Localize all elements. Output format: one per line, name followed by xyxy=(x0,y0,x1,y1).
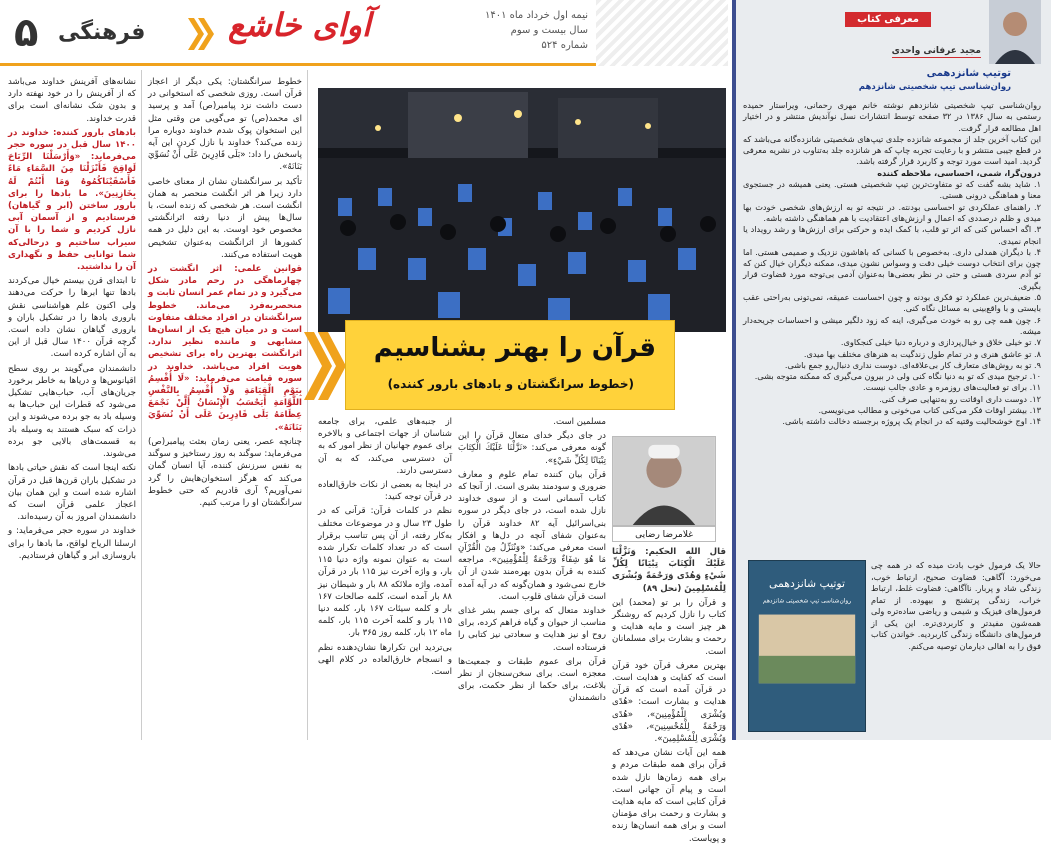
author-name: غلامرضا رضایی xyxy=(612,526,716,542)
list-item: ۹. تو به روش‌های متعارف کار بی‌علاقه‌ای. دوست نداری دنبال‌رو جمع باشی. xyxy=(784,359,1041,370)
list-item: ۱۲. دوست داری اوقاتت رو به‌تنهایی صرف کنی. xyxy=(879,393,1041,404)
paragraph: نشانه‌های آفرینش خداوند می‌باشد که از آفرینش را در خود نهفته دارد و بدون شک نشانه‌ای است برای قدرت خداوند. xyxy=(8,77,136,124)
page-number: ۵ xyxy=(14,10,39,56)
issue-info xyxy=(438,8,588,53)
sidebar-text xyxy=(743,100,1041,570)
paragraph: دانشمندان می‌گویند بر روی سطح اقیانوس‌ها و دریاها به خاطر برخورد جریان‌های آب، حباب‌هایی تشکیل می‌شود که قطرات این حباب‌ها به وسیله باد به جو برده می‌شوند و این ذرات که سبک هستند به وسیله باد به قسمت‌های بالایی جو برده می‌شوند. xyxy=(8,363,136,460)
article-column-mid-below xyxy=(458,416,606,736)
paragraph: مسلمین است. xyxy=(553,417,606,427)
book-cover-title: توتیپ شانزدهمی xyxy=(769,577,845,591)
book-cover xyxy=(748,560,866,732)
paragraph: تا ابتدای قرن بیستم خیال می‌کردند بادها تنها ابرها را حرکت می‌دهند ولی اکنون علم هواشناسی نقش باروری بادها را در تشکیل باران و باروری گیاهان نشان داده است. گرچه قرآن ۱۴۰۰ سال قبل از این به آن اشاره کرده است. xyxy=(8,276,136,360)
issue-number: شماره ۵۲۴ xyxy=(541,40,588,51)
book-summary: حالا یک فرمول خوب بادت میده که در همه چی می‌خورد: آگاهی: قضاوت صحیح، ارتباط خوب، زندگی شاد و پربار. ناآگاهی: قضاوت غلط، ارتباط خراب، زندگی پرتشنج و بیهوده. از تمام فرمول‌های فیزیک و شیمی و ریاضی ساده‌تره ولی همه‌شون مفیدتر و کاربردی‌تره. این یکی از فرمول‌های دانشگاه زندگی کاربردیه. خواندن کتاب فوق را به اهالی دیارمان توصیه می‌کنم. xyxy=(871,560,1041,651)
paragraph: قوانین علمی: اثر انگشت در چهارماهگی در رحم مادر شکل می‌گیرد و در تمام عمر انسان ثابت و منحصربه‌فرد می‌ماند. خطوط سرانگشتان در افراد مختلف متفاوت است و در میان هیچ یک از انسان‌ها مشابهی و ماننده نظیر ندارد. اثرانگشت بهترین راه برای تشخیص هویت افراد می‌باشد. خداوند در سوره قیامت می‌فرماید: «لَا أُقْسِمُ بِيَوْمِ الْقِيَامَةِ وَلَا أُقْسِمُ بِالنَّفْسِ اللَّوَّامَةِ أَيَحْسَبُ الْإِنْسَانُ أَلَّنْ نَجْمَعَ عِظَامَهُ بَلَى قَادِرِينَ عَلَى أَنْ نُسَوِّيَ بَنَانَهُ». xyxy=(148,264,302,433)
article-column-right-below xyxy=(612,546,726,844)
paragraph: قرآن برای عموم طبقات و جمعیت‌ها معجزه است. برای سخن‌سنجان از نظر بلاغت، برای حکما از نظر حکمت، برای دانشمندان xyxy=(458,656,606,704)
paragraph: و قرآن را بر تو (محمد) این کتاب را نازل کردیم که روشنگر هر چیز است و مایه هدایت و رحمت و بشارت برای مسلمانان است. xyxy=(612,597,726,657)
paragraph: خداوند در سوره حجر می‌فرماید: و ارسلنا الریاح لواقح، ما بادها را برای باروسازی ابر و گیاهان فرستادیم. xyxy=(8,526,136,561)
section-title: فرهنگی xyxy=(58,20,146,45)
list-item: ۱۱. برای تو فعالیت‌های روزمره و عادی جالب نیست. xyxy=(862,382,1041,393)
column-rule xyxy=(307,70,308,740)
paragraph: همه این آیات نشان می‌دهد که قرآن برای همه طبقات مردم و برای همه زمان‌ها نازل شده است و پیام آن جهانی است. قرآن کتابی است که مایه هدایت و بشارت و رحمت برای مؤمنان است و برای همه انسان‌ها زنده و پویاست. xyxy=(612,748,726,844)
paragraph: خطوط سرانگشتان: یکی دیگر از اعجاز قرآن است. روزی شخصی که استخوانی در دست داشت نزد پیامبر(ص) آمد و پرسید ای محمد(ص) تو می‌گویی من وقتی مثل این استخوان پوک شدم خداوند دوباره مرا زنده می‌کند؟ خداوند با نازل کردن این آیه پاسخش را داد: «بَلَى قَادِرِينَ عَلَى أَنْ نُسَوِّيَ بَنَانَهُ». xyxy=(148,77,302,173)
list-item: ۴. با دیگران همدلی داری. به‌خصوص با کسانی که باهاشون نزدیک و صمیمی هستی. اما چون برای انتخاب دوست خیلی دقت و وسواس نشون میدی، ممکنه دیگران خیال کنن که تو آدم سردی هستی و حتی در نظر بعضی‌ها به‌عنوان آدمی بی‌توجه مورد قضاوت قرار بگیری. xyxy=(743,246,1041,291)
list-item: ۷. تو خیلی خلاق و خیال‌پردازی و درباره دنیا خیلی کنجکاوی. xyxy=(840,337,1041,348)
paragraph: روان‌شناسی تیپ شخصیتی شانزدهم نوشته خانم مهری رحمانی، ویراستار حمیده رستمی به سال ۱۳۸۶ در ۳۲ صفحه توسط انتشارات نسل نوآندیش منتشر و در اختیار اهل مطالعه قرار گرفت. xyxy=(743,100,1042,133)
list-item: ۱۴. اوج خوشحالیت وقتیه که در انجام یک پروژه برجسته دخالت داشته باشی. xyxy=(782,416,1041,427)
list-item: ۶. چون همه چی رو به خودت می‌گیری، اینه که زود دلگیر میشی و احساسات جریحه‌دار میشه. xyxy=(743,314,1041,336)
book-title: توتیپ شانزدهمی xyxy=(926,68,1011,79)
issue-date: نیمه اول خرداد ماه ۱۴۰۱ xyxy=(484,10,588,21)
paragraph: تأکید بر سرانگشتان نشان از معنای خاصی دارد زیرا هر اثر انگشت منحصر به همان انگشت است. هر شخصی که زنده است، با سال‌ها پیش از دنیا رفته اثرانگشتی مخصوص خود اوست. به این دلیل در همه کشورها از اثرانگشت به‌عنوان تشخیص هویت استفاده می‌کنند. xyxy=(148,176,302,260)
issue-year: سال بیست و سوم xyxy=(510,25,588,36)
masthead xyxy=(0,0,728,66)
paragraph: قرآن بیان کننده تمام علوم و معارف ضروری و سودمند بشری است. از آنجا که کتاب آسمانی است و از سوی خداوند نازل شده است، در جای دیگر در سوره بنی‌اسرائیل آیه ۸۲ خداوند قرآن را به‌عنوان شفای آنچه در دل‌ها و افکار است معرفی می‌کند: «وَنُنَزِّلُ مِنَ الْقُرْآنِ مَا هُوَ شِفَاءٌ وَرَحْمَةٌ لِلْمُؤْمِنِينَ». مراجعه کننده به قرآن بدون بهره‌مند شدن از آن خارج نمی‌شود و همان‌گونه که در آیه آمده است قرآن شفای قلوب است. xyxy=(458,469,607,602)
banner-chevron-icon xyxy=(302,330,346,402)
paragraph: از جنبه‌های علمی، برای جامعه شناسان از جهات اجتماعی و بالاخره برای عموم جهانیان از نظر امور که به آن دسترسی می‌کند، که به آن دسترسی دارند. xyxy=(318,417,452,476)
paragraph: بهترین معرف قرآن خود قرآن است که کفایت و هدایت است. در قرآن آمده است که قرآن هدایت و بشارت است: «هُدًى وَبُشْرَى لِلْمُؤْمِنِينَ»، «هُدًى وَرَحْمَةً لِلْمُحْسِنِينَ»، «هُدًى وَبُشْرَى لِلْمُسْلِمِينَ». xyxy=(612,660,726,745)
article-photo xyxy=(318,88,726,332)
list-item: ۳. اگه احساس کنی که اثر تو قلب، با کمک ایده و حرکتی برای ارزش‌ها و رشد رویداد یا انجام نمیدی. xyxy=(743,224,1041,246)
book-cover-subtitle: روان‌شناسی تیپ شخصیتی شانزدهم xyxy=(762,598,852,605)
header-stripe xyxy=(596,0,728,66)
list-item: ۸. تو عاشق هنری و در تمام طول زندگیت به هنرهای مختلف بها میدی. xyxy=(803,348,1041,359)
list-item: ۱۳. بیشتر اوقات فکر می‌کنی کتاب می‌خونی و مطالب می‌نویسی. xyxy=(818,405,1041,416)
author-photo xyxy=(612,436,716,526)
article-column-inner xyxy=(148,76,302,736)
newspaper-logo: آوای خاشع xyxy=(228,6,371,44)
list-item: ۱. شاید بشه گفت که تو متفاوت‌ترین تیپ شخصیتی هستی. یعنی همیشه در جستجوی معنا و هماهنگی درونی هستی. xyxy=(743,179,1041,201)
headline: قرآن را بهتر بشناسیم xyxy=(373,333,656,363)
list-item: ۱۰. ترجیح میدی که تو به دنیا نگاه کنی ولی در بیرون می‌گیری که ممکنه متوجه بشی. xyxy=(754,371,1041,382)
paragraph: نکته اینجا است که نقش حیاتی بادها در تشکیل باران قرن‌ها قبل در قرآن اشاره شده است و این همان بیان اعجاز علمی قرآن است که دانشمندان امروز به آن رسیده‌اند. xyxy=(8,463,136,523)
chevron-icon xyxy=(184,16,214,52)
subheadline: (خطوط سرانگشتان و بادهای بارور کننده) xyxy=(387,377,634,391)
quote: قال الله الحکیم: وَنَزَّلْنَا عَلَيْكَ الْكِتَابَ تِبْيَانًا لِكُلِّ شَيْءٍ وَهُدًى وَرَحْمَةً وَبُشْرَى لِلْمُسْلِمِينَ (نحل ۸۹) xyxy=(612,547,726,594)
sidebar-tag: معرفی کتاب xyxy=(845,12,931,27)
list-item: ۵. ضعیف‌ترین عملکرد تو فکری بودنه و چون احساست عمیقه، نمی‌تونی به‌راحتی عقب بایستی و با واقع‌بینی به مسائل نگاه کنی. xyxy=(743,292,1041,314)
list-item: ۲. راهنمای عملکردی تو احساسی بودنته. در نتیجه تو به ارزش‌های شخصی خودت بها میدی و ظلم درصددی که اعمال و ارزش‌های اعتقادیت با هم هماهنگی داشته باشه. xyxy=(743,201,1041,223)
article-column-left-below xyxy=(318,416,452,736)
columnist-name: مجید عرفانی واحدی xyxy=(891,46,981,56)
columnist-photo xyxy=(989,0,1041,64)
paragraph: خداوند متعال که برای جسم بشر غذای مناسب از حیوان و گیاه فراهم کرده، برای روح او نیز هدایت و سعادتی نیز کتابی را فرستاده است. xyxy=(458,606,606,653)
paragraph: در اینجا به بعضی از نکات خارق‌العاده در قرآن توجه کنید: xyxy=(318,480,452,503)
paragraph: در جای دیگر خدای متعال قرآن را این گونه معرفی می‌کند: «نَزَّلْنَا عَلَيْكَ الْكِتَابَ تِبْيَانًا لِكُلِّ شَيْءٍ». xyxy=(458,431,606,466)
paragraph: چنانچه عصر، یعنی زمان بعثت پیامبر(ص) می‌فرماید: سوگند به روز رستاخیز و سوگند به نفس سرزنش کننده، آیا انسان گمان می‌کند که هرگز استخوان‌هایش را گرد نمی‌آوریم؟ آری قادریم که حتی خطوط سرانگشتان او را مرتب کنیم. xyxy=(148,436,302,508)
article-column-outer xyxy=(8,76,136,736)
paragraph: بادهای بارور کننده: خداوند در ۱۴۰۰ سال قبل در سوره حجر می‌فرماید: «وَأَرْسَلْنَا الرِّيَاحَ لَوَاقِحَ فَأَنْزَلْنَا مِنَ السَّمَاءِ مَاءً فَأَسْقَيْنَاكُمُوهُ وَمَا أَنْتُمْ لَهُ بِخَازِنِينَ». ما بادها را برای بارور ساختن (ابر و گیاهان) فرستادیم و از آسمان آبی نازل کردیم و شما را با آن سیراب ساختیم و درحالی‌که شما توانایی حفظ و نگهداری آن را نداشتید. xyxy=(8,127,136,273)
paragraph: بی‌تردید این تکرارها نشان‌دهنده نظم و انسجام خارق‌العاده در کلام الهی است. xyxy=(318,642,452,678)
column-rule xyxy=(141,70,142,740)
headline-banner xyxy=(345,320,675,410)
paragraph: این کتاب آخرین جلد از مجموعه شانزده جلدی تیپ‌های شخصیتی شانزده‌گانه می‌باشد که در قطع جیبی منتشر و با رعایت تجربه چاپ که هر شانزده جلد به‌تناوب در نشریه معرفی گردید. امید است مورد توجه و کاربرد قرار گرفته باشد. xyxy=(743,133,1041,167)
book-subtitle: روان‌شناسی تیپ شخصیتی شانزدهم xyxy=(858,82,1011,92)
section-head: درون‌گرا، شمی، احساسی، ملاحظه کننده xyxy=(877,167,1041,178)
paragraph: نظم در کلمات قرآن: قرآنی که در طول ۲۳ سال و در موضوعات مختلف به‌کار رفته، از آن پس تناسب برقرار است که در تعداد کلمات تکرار شده است به عنوان نمونه واژه دنیا ۱۱۵ بار، و واژه آخرت نیز ۱۱۵ بار در قرآن آمده، واژه ملائکه ۸۸ بار و شیطان نیز ۸۸ بار آمده است، کلمه صالحات ۱۶۷ بار و کلمه سیئات ۱۶۷ بار، کلمه دنیا ۱۱۵ بار و کلمه آخرت ۱۱۵ بار، کلمه ماه ۱۲ بار، کلمه روز ۳۶۵ بار. xyxy=(318,506,452,639)
